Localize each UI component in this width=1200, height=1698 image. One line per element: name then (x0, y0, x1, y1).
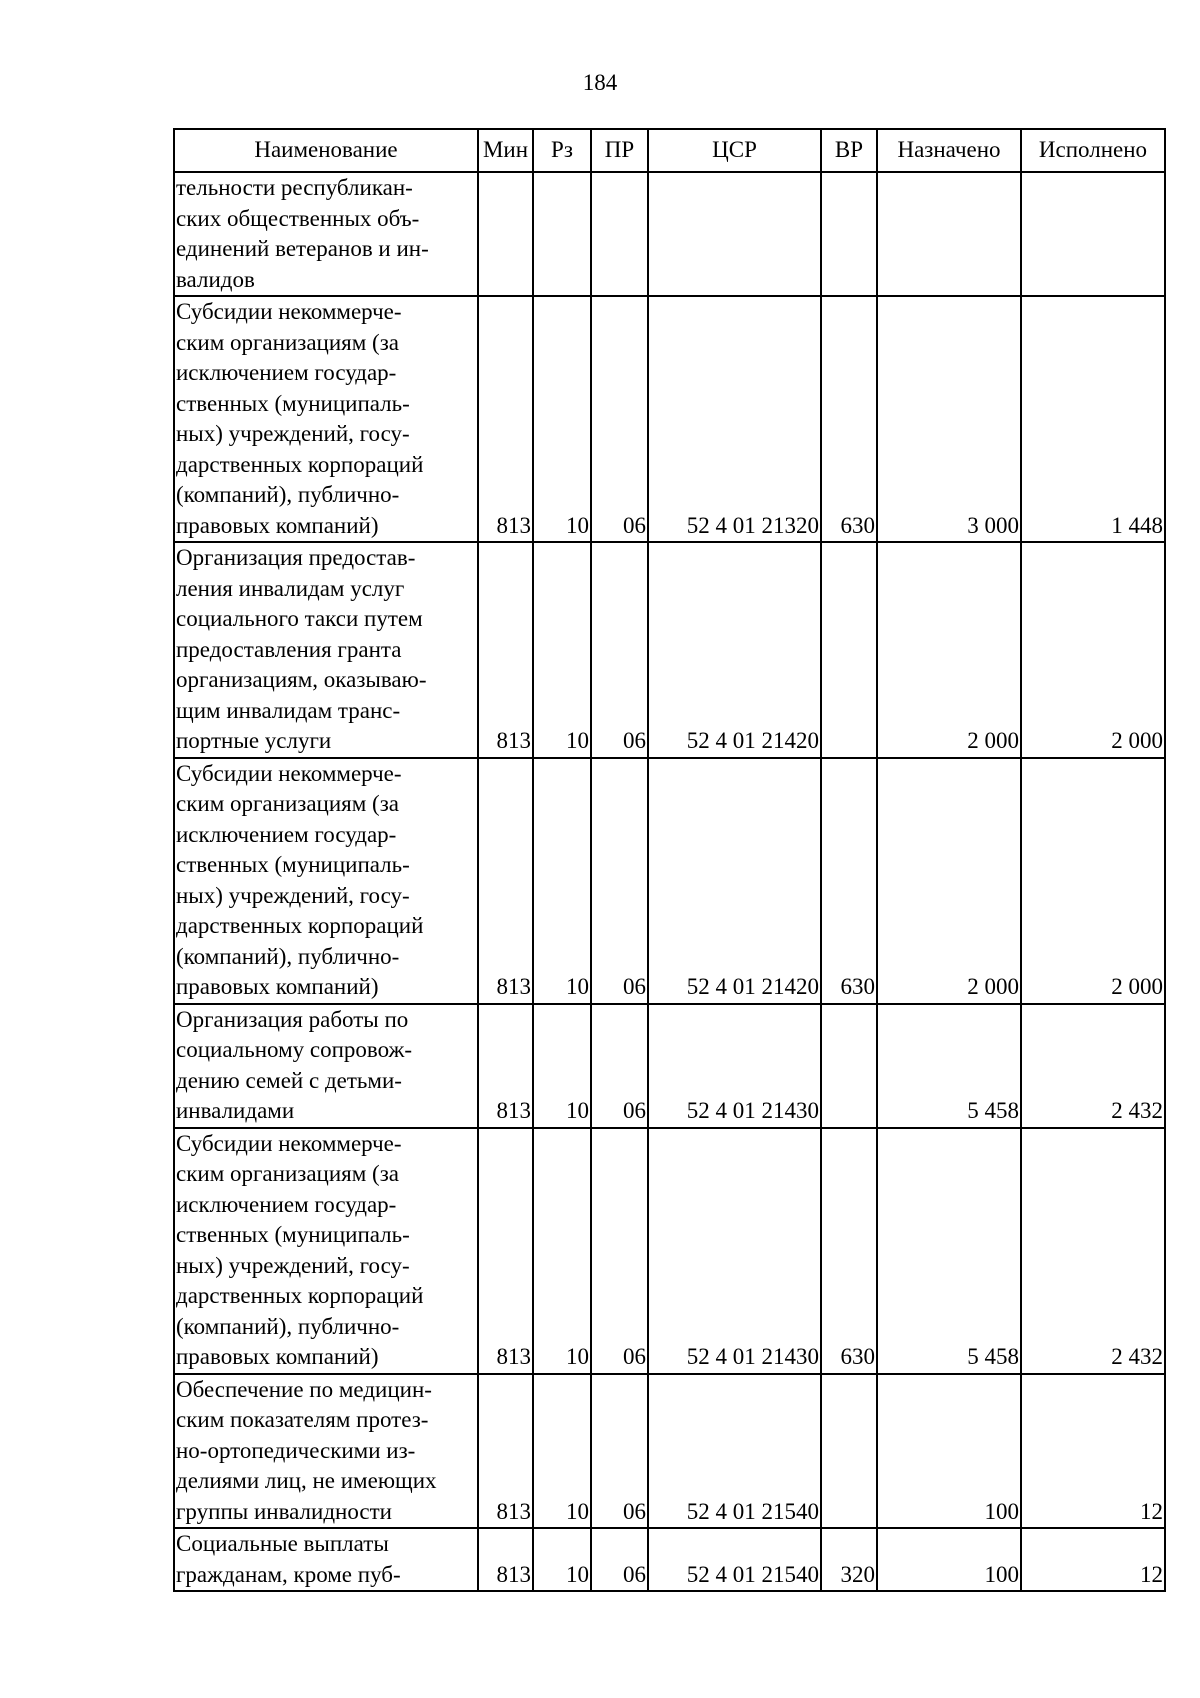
cell-pr: 06 (591, 1128, 648, 1374)
cell-name: Обеспечение по медицин- ским показателям протез- но-ортопедическими из- делиями лиц, не имеющих группы инвалидности (174, 1374, 478, 1529)
col-header-name: Наименование (174, 129, 478, 172)
cell-assigned: 100 (877, 1374, 1021, 1529)
table-row (174, 296, 1165, 542)
cell-name: тельности республикан- ских общественных объ- единений ветеранов и ин- валидов (174, 172, 478, 296)
cell-name: Организация предостав- ления инвалидам услуг социального такси путем предоставления гранта организациям, оказываю- щим инвалидам транс- портные услуги (174, 542, 478, 758)
cell-rz: 10 (533, 1528, 591, 1591)
cell-executed: 12 (1021, 1374, 1165, 1529)
cell-csr (648, 172, 821, 296)
table-row (174, 1374, 1165, 1529)
cell-executed: 2 000 (1021, 758, 1165, 1004)
cell-executed: 2 432 (1021, 1128, 1165, 1374)
cell-rz (533, 172, 591, 296)
cell-vr (821, 1374, 877, 1529)
col-header-rz: Рз (533, 129, 591, 172)
col-header-executed: Исполнено (1021, 129, 1165, 172)
cell-csr: 52 4 01 21320 (648, 296, 821, 542)
cell-assigned (877, 172, 1021, 296)
table-row (174, 1128, 1165, 1374)
col-header-min: Мин (478, 129, 533, 172)
cell-csr: 52 4 01 21420 (648, 542, 821, 758)
cell-pr: 06 (591, 1528, 648, 1591)
cell-min: 813 (478, 296, 533, 542)
cell-assigned: 2 000 (877, 542, 1021, 758)
cell-name: Субсидии некоммерче- ским организациям (за исключением государ- ственных (муниципаль- ных) учреждений, госу- дарственных корпораций (компаний), публично- правовых компаний) (174, 1128, 478, 1374)
cell-min: 813 (478, 1004, 533, 1128)
cell-min (478, 172, 533, 296)
cell-executed: 1 448 (1021, 296, 1165, 542)
col-header-pr: ПР (591, 129, 648, 172)
cell-rz: 10 (533, 1374, 591, 1529)
cell-vr: 630 (821, 1128, 877, 1374)
cell-vr: 630 (821, 296, 877, 542)
cell-vr (821, 172, 877, 296)
cell-min: 813 (478, 1128, 533, 1374)
cell-assigned: 3 000 (877, 296, 1021, 542)
cell-executed: 2 432 (1021, 1004, 1165, 1128)
table-row (174, 172, 1165, 296)
cell-vr: 320 (821, 1528, 877, 1591)
budget-table (173, 128, 1166, 1592)
cell-rz: 10 (533, 1004, 591, 1128)
cell-min: 813 (478, 1528, 533, 1591)
cell-executed: 12 (1021, 1528, 1165, 1591)
cell-rz: 10 (533, 296, 591, 542)
cell-name: Субсидии некоммерче- ским организациям (за исключением государ- ственных (муниципаль- ных) учреждений, госу- дарственных корпораций (компаний), публично- правовых компаний) (174, 296, 478, 542)
header-row (174, 129, 1165, 172)
cell-executed: 2 000 (1021, 542, 1165, 758)
table-row (174, 542, 1165, 758)
cell-name: Организация работы по социальному сопровож- дению семей с детьми- инвалидами (174, 1004, 478, 1128)
cell-rz: 10 (533, 758, 591, 1004)
cell-pr: 06 (591, 542, 648, 758)
cell-csr: 52 4 01 21540 (648, 1374, 821, 1529)
cell-rz: 10 (533, 1128, 591, 1374)
cell-vr (821, 542, 877, 758)
cell-csr: 52 4 01 21540 (648, 1528, 821, 1591)
cell-csr: 52 4 01 21420 (648, 758, 821, 1004)
cell-csr: 52 4 01 21430 (648, 1128, 821, 1374)
cell-pr: 06 (591, 1374, 648, 1529)
col-header-vr: ВР (821, 129, 877, 172)
cell-pr: 06 (591, 296, 648, 542)
cell-assigned: 5 458 (877, 1128, 1021, 1374)
cell-pr: 06 (591, 758, 648, 1004)
col-header-csr: ЦСР (648, 129, 821, 172)
cell-assigned: 5 458 (877, 1004, 1021, 1128)
cell-name: Социальные выплаты гражданам, кроме пуб- (174, 1528, 478, 1591)
cell-pr: 06 (591, 1004, 648, 1128)
cell-vr: 630 (821, 758, 877, 1004)
cell-name: Субсидии некоммерче- ским организациям (за исключением государ- ственных (муниципаль- ных) учреждений, госу- дарственных корпораций (компаний), публично- правовых компаний) (174, 758, 478, 1004)
col-header-assigned: Назначено (877, 129, 1021, 172)
page-number: 184 (582, 70, 618, 95)
cell-assigned: 2 000 (877, 758, 1021, 1004)
cell-min: 813 (478, 1374, 533, 1529)
table-row (174, 1004, 1165, 1128)
cell-rz: 10 (533, 542, 591, 758)
table-row (174, 1528, 1165, 1591)
cell-assigned: 100 (877, 1528, 1021, 1591)
table-row (174, 758, 1165, 1004)
cell-executed (1021, 172, 1165, 296)
cell-pr (591, 172, 648, 296)
cell-vr (821, 1004, 877, 1128)
cell-min: 813 (478, 758, 533, 1004)
cell-csr: 52 4 01 21430 (648, 1004, 821, 1128)
cell-min: 813 (478, 542, 533, 758)
